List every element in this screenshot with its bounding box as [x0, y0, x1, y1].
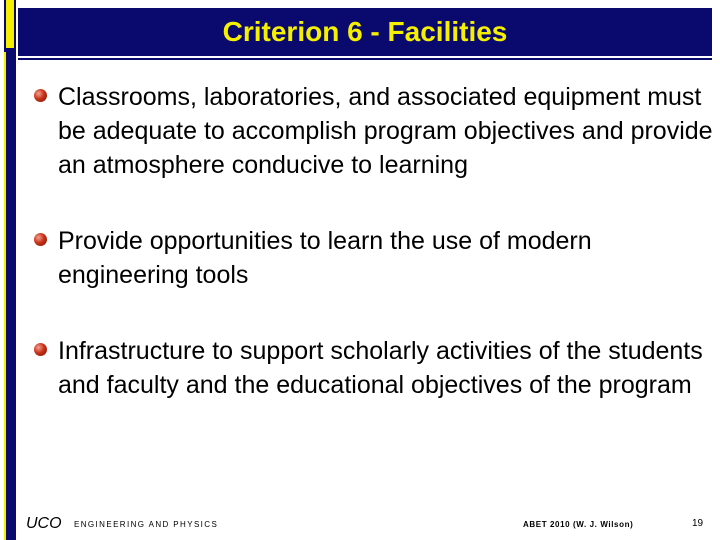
left-margin-accent [6, 0, 14, 48]
title-divider [18, 58, 712, 60]
footer-logo: UCO [26, 515, 62, 532]
bullet-icon [34, 89, 47, 102]
footer-credit: ABET 2010 (W. J. Wilson) [523, 520, 634, 529]
bullet-item [34, 224, 714, 292]
bullet-item [34, 80, 714, 182]
bullet-text: Provide opportunities to learn the use of modern engineering tools [58, 227, 592, 289]
bullet-list [34, 80, 714, 444]
left-margin-line [4, 52, 6, 540]
bullet-item [34, 334, 714, 402]
footer-department: ENGINEERING AND PHYSICS [74, 520, 219, 529]
bullet-icon [34, 233, 47, 246]
bullet-text: Classrooms, laboratories, and associated equipment must be adequate to accomplish program objectives and provide an atmosphere conducive to learning [58, 83, 713, 179]
slide-title: Criterion 6 - Facilities [222, 16, 508, 47]
title-bar [18, 8, 712, 56]
bullet-text: Infrastructure to support scholarly activities of the students and faculty and the educational objectives of the program [58, 337, 703, 399]
bullet-icon [34, 343, 47, 356]
page-number: 19 [692, 518, 704, 529]
